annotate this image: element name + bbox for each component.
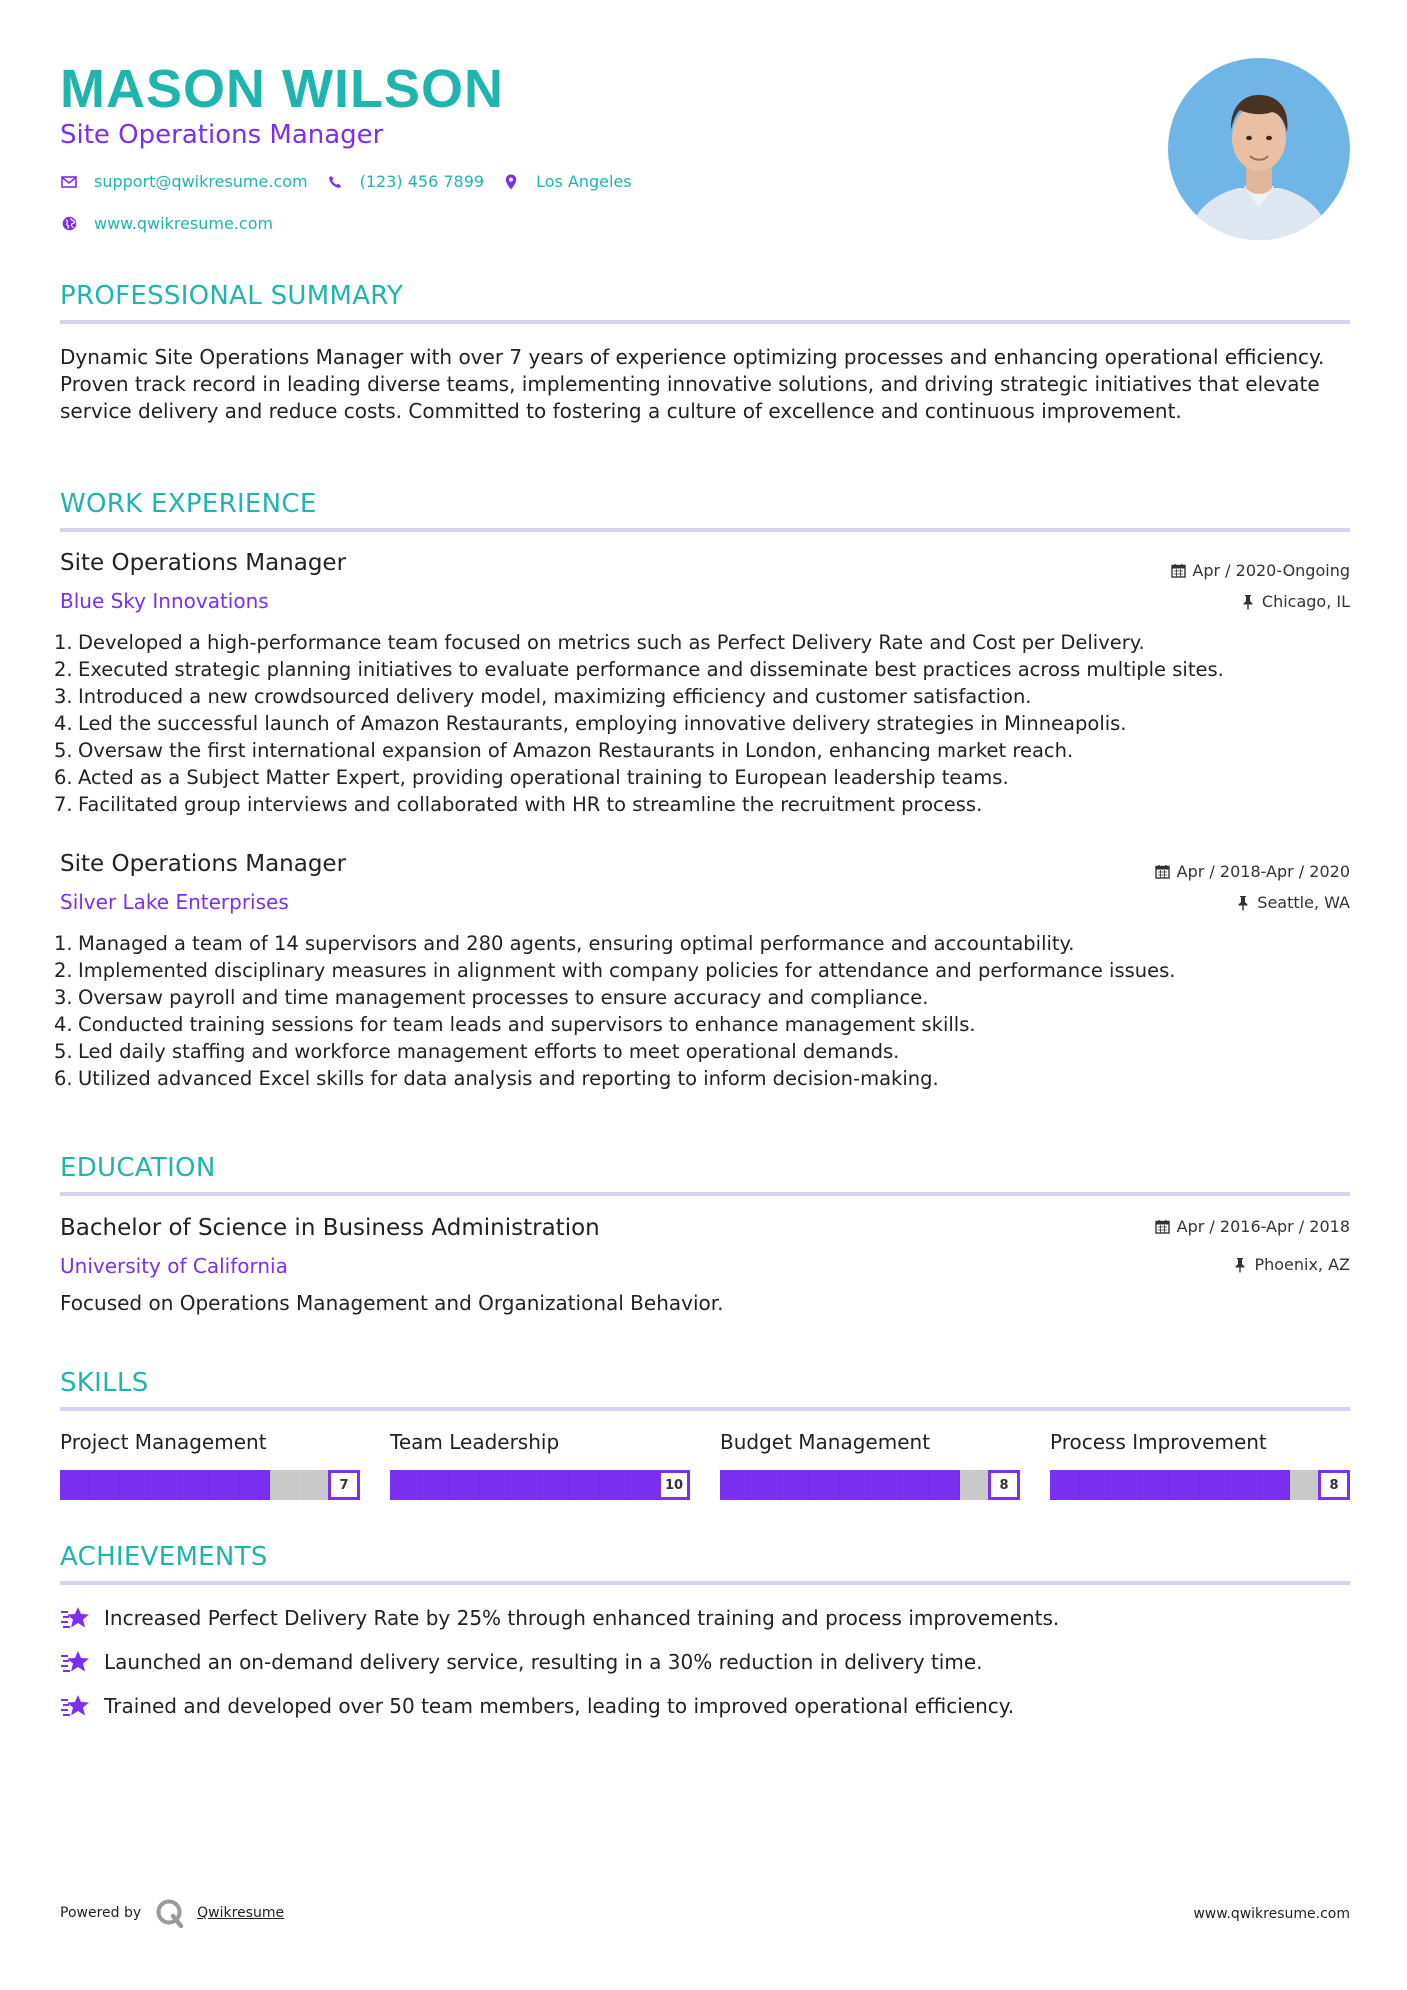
skill-bar-segment [390, 1470, 420, 1500]
education-location [1232, 1255, 1350, 1274]
skill-level-bar [60, 1470, 360, 1500]
job-location [1235, 893, 1350, 912]
skill-level-bar [390, 1470, 690, 1500]
job-dates-text: Apr / 2018-Apr / 2020 [1176, 862, 1350, 881]
skill-bar-segment [210, 1470, 240, 1500]
education-degree: Bachelor of Science in Business Administration [60, 1215, 600, 1241]
skill-name: Team Leadership [390, 1430, 560, 1454]
section-heading-achievements: ACHIEVEMENTS [60, 1542, 268, 1572]
achievement-text: Launched an on-demand delivery service, resulting in a 30% reduction in delivery time. [104, 1650, 983, 1674]
job-location-text: Chicago, IL [1261, 592, 1350, 611]
job-bullets [54, 930, 1354, 1092]
footer-powered-by [60, 1898, 284, 1928]
skill-level-badge: 8 [988, 1470, 1020, 1500]
contact-website[interactable] [60, 214, 273, 233]
job-dates [1155, 862, 1350, 881]
job-title: Site Operations Manager [60, 851, 347, 877]
phone-text: (123) 456 7899 [359, 172, 485, 191]
achievement-item [60, 1605, 1059, 1631]
phone-icon [326, 173, 344, 191]
skill-bar-segment [1230, 1470, 1260, 1500]
skill-bar-segment [600, 1470, 630, 1500]
skill-item [1050, 1430, 1350, 1500]
skill-item [60, 1430, 360, 1500]
skill-bar-segment [180, 1470, 210, 1500]
globe-icon [60, 215, 78, 233]
education-location-text: Phoenix, AZ [1254, 1255, 1350, 1274]
skill-bar-segment [420, 1470, 450, 1500]
footer-website-link[interactable]: www.qwikresume.com [1193, 1906, 1350, 1922]
education-dates [1155, 1217, 1350, 1236]
section-heading-summary: PROFESSIONAL SUMMARY [60, 281, 404, 311]
skill-bar-segment [150, 1470, 180, 1500]
achievement-item [60, 1693, 1014, 1719]
skill-bar-segment [1080, 1470, 1110, 1500]
list-item: 3. Oversaw payroll and time management processes to ensure accuracy and compliance. [54, 986, 929, 1009]
skill-bar-segment [1260, 1470, 1290, 1500]
section-heading-experience: WORK EXPERIENCE [60, 489, 317, 519]
job-dates [1170, 561, 1350, 580]
skill-bar-segment [1200, 1470, 1230, 1500]
skill-bar-segment [450, 1470, 480, 1500]
job-location [1240, 592, 1350, 611]
contact-row-secondary [60, 214, 291, 233]
qwikresume-logo-icon [155, 1898, 185, 1928]
education-description: Focused on Operations Management and Organizational Behavior. [60, 1291, 724, 1315]
calendar-icon [1155, 864, 1171, 880]
list-item: 5. Oversaw the first international expansion of Amazon Restaurants in London, enhancing market reach. [54, 739, 1074, 762]
skill-bar-segment [1110, 1470, 1140, 1500]
resume-page [54, 0, 1350, 1990]
skill-bar-segment [1170, 1470, 1200, 1500]
section-heading-skills: SKILLS [60, 1368, 149, 1398]
list-item: 2. Executed strategic planning initiatives to evaluate performance and disseminate best practices across multiple sites. [54, 658, 1224, 681]
candidate-name: MASON WILSON [60, 59, 504, 119]
footer-brand-link[interactable]: Qwikresume [197, 1905, 285, 1921]
calendar-icon [1170, 563, 1186, 579]
skill-bar-segment [630, 1470, 660, 1500]
skill-bar-segment [810, 1470, 840, 1500]
skill-bar-segment [510, 1470, 540, 1500]
skill-name: Process Improvement [1050, 1430, 1267, 1454]
list-item: 1. Developed a high-performance team focused on metrics such as Perfect Delivery Rate and Cost per Delivery. [54, 631, 1145, 654]
pushpin-icon [1240, 594, 1256, 610]
website-text: www.qwikresume.com [94, 214, 274, 233]
skill-bar-segment [960, 1470, 990, 1500]
skill-bar-segment [480, 1470, 510, 1500]
skill-bar-segment [900, 1470, 930, 1500]
section-divider [60, 320, 1350, 324]
section-divider [60, 1192, 1350, 1196]
list-item: 4. Led the successful launch of Amazon Restaurants, employing innovative delivery strategies in Minneapolis. [54, 712, 1127, 735]
pushpin-icon [1235, 895, 1251, 911]
skill-name: Budget Management [720, 1430, 931, 1454]
skill-bar-segment [1140, 1470, 1170, 1500]
skill-level-badge: 10 [658, 1470, 690, 1500]
contact-location [502, 172, 632, 191]
skill-bar-segment [270, 1470, 300, 1500]
map-pin-icon [502, 173, 520, 191]
pushpin-icon [1232, 1257, 1248, 1273]
skill-level-badge: 8 [1318, 1470, 1350, 1500]
section-heading-education: EDUCATION [60, 1153, 216, 1183]
list-item: 7. Facilitated group interviews and collaborated with HR to streamline the recruitment process. [54, 793, 983, 816]
section-divider [60, 528, 1350, 532]
job-title: Site Operations Manager [60, 550, 347, 576]
star-icon [60, 1649, 92, 1675]
section-divider [60, 1407, 1350, 1411]
section-divider [60, 1581, 1350, 1585]
star-icon [60, 1693, 92, 1719]
achievement-text: Trained and developed over 50 team members, leading to improved operational efficiency. [104, 1694, 1015, 1718]
skill-bar-segment [240, 1470, 270, 1500]
skill-bar-segment [720, 1470, 750, 1500]
skill-bar-segment [750, 1470, 780, 1500]
skill-bar-segment [780, 1470, 810, 1500]
skill-bar-segment [930, 1470, 960, 1500]
summary-text: Dynamic Site Operations Manager with over 7 years of experience optimizing processes and enhancing operational efficiency. Proven track record in leading diverse teams, implementing innovative solutions, and driving strategic initiatives that elevate service delivery and reduce costs. Committed to fostering a culture of excellence and continuous improvement. [60, 345, 1325, 423]
list-item: 5. Led daily staffing and workforce management efforts to meet operational demands. [54, 1040, 900, 1063]
education-school: University of California [60, 1254, 288, 1278]
powered-by-label: Powered by [60, 1905, 142, 1921]
skill-item [720, 1430, 1020, 1500]
contact-email[interactable] [60, 172, 308, 191]
profile-photo [1168, 58, 1350, 240]
email-text: support@qwikresume.com [94, 172, 308, 191]
skill-bar-segment [300, 1470, 330, 1500]
envelope-icon [60, 173, 78, 191]
list-item: 1. Managed a team of 14 supervisors and 280 agents, ensuring optimal performance and accountability. [54, 932, 1075, 955]
skill-bar-segment [540, 1470, 570, 1500]
skill-bar-segment [60, 1470, 90, 1500]
star-icon [60, 1605, 92, 1631]
skill-bar-segment [120, 1470, 150, 1500]
achievement-item [60, 1649, 983, 1675]
education-dates-text: Apr / 2016-Apr / 2018 [1176, 1217, 1350, 1236]
calendar-icon [1155, 1219, 1171, 1235]
skill-bar-segment [570, 1470, 600, 1500]
job-bullets [54, 629, 1354, 818]
candidate-title: Site Operations Manager [60, 120, 384, 150]
skill-bar-segment [90, 1470, 120, 1500]
job-company: Silver Lake Enterprises [60, 890, 289, 914]
skill-name: Project Management [60, 1430, 267, 1454]
list-item: 2. Implemented disciplinary measures in alignment with company policies for attendance and performance issues. [54, 959, 1176, 982]
job-location-text: Seattle, WA [1257, 893, 1350, 912]
achievement-text: Increased Perfect Delivery Rate by 25% through enhanced training and process improvements. [104, 1606, 1060, 1630]
skill-bar-segment [1050, 1470, 1080, 1500]
list-item: 4. Conducted training sessions for team leads and supervisors to enhance management skills. [54, 1013, 976, 1036]
skill-level-badge: 7 [328, 1470, 360, 1500]
skill-bar-segment [840, 1470, 870, 1500]
job-company: Blue Sky Innovations [60, 589, 269, 613]
skill-bar-segment [1290, 1470, 1320, 1500]
contact-row-primary [60, 172, 650, 191]
skill-level-bar [1050, 1470, 1350, 1500]
list-item: 6. Utilized advanced Excel skills for data analysis and reporting to inform decision-making. [54, 1067, 939, 1090]
skill-bar-segment [870, 1470, 900, 1500]
location-text: Los Angeles [536, 172, 632, 191]
skill-item [390, 1430, 690, 1500]
list-item: 6. Acted as a Subject Matter Expert, providing operational training to European leadership teams. [54, 766, 1009, 789]
list-item: 3. Introduced a new crowdsourced delivery model, maximizing efficiency and customer satisfaction. [54, 685, 1032, 708]
contact-phone[interactable] [326, 172, 484, 191]
skill-level-bar [720, 1470, 1020, 1500]
job-dates-text: Apr / 2020-Ongoing [1192, 561, 1350, 580]
